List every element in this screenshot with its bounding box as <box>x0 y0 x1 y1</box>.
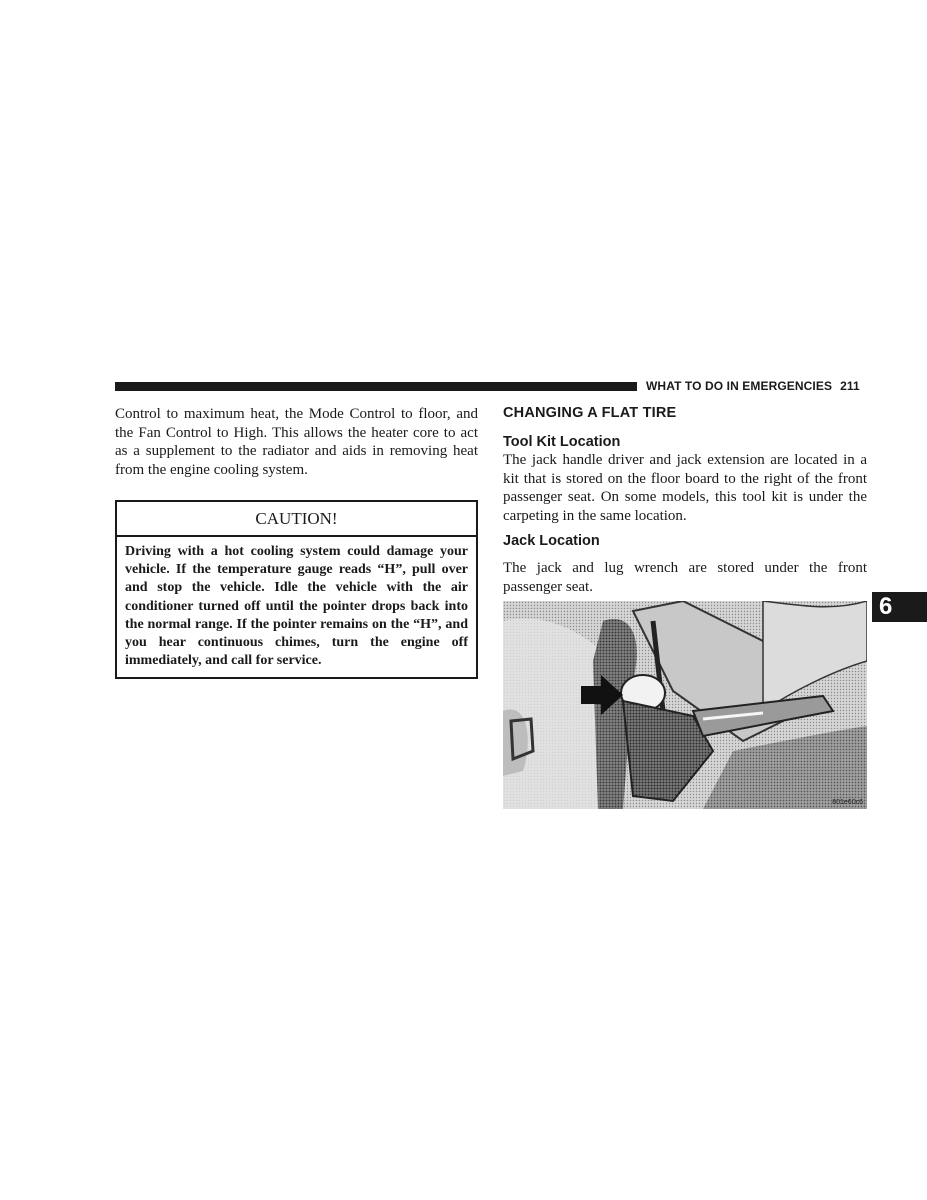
page-number: 211 <box>840 379 860 393</box>
tool-kit-text: The jack handle driver and jack extension are located in a kit that is stored on the floor board to the right of the front passenger seat. On some models, this tool kit is under the carpeting in the same location. <box>503 452 867 524</box>
running-header <box>646 379 866 393</box>
header-rule <box>115 382 637 391</box>
section-heading: CHANGING A FLAT TIRE <box>503 405 677 421</box>
right-column <box>503 405 867 596</box>
left-column <box>115 405 478 479</box>
image-code: 801e60c6 <box>832 799 863 806</box>
caution-title: CAUTION! <box>117 502 476 537</box>
continuation-paragraph: Control to maximum heat, the Mode Control to floor, and the Fan Control to High. This allows the heater core to act as a supplement to the radiator and aids in removing heat from the engine cooling system. <box>115 406 478 478</box>
caution-box <box>115 500 478 679</box>
tool-kit-heading: Tool Kit Location <box>503 434 621 450</box>
jack-heading: Jack Location <box>503 533 600 549</box>
section-title: WHAT TO DO IN EMERGENCIES <box>646 379 833 393</box>
chapter-tab: 6 <box>872 592 927 622</box>
caution-text: Driving with a hot cooling system could damage your vehicle. If the temperature gauge reads “H”, pull over and stop the vehicle. Idle the vehicle with the air conditioner turned off until the pointer drops back into the normal range. If the pointer remains on the “H”, and you hear continuous chimes, turn the engine off immediately, and call for service. <box>125 544 468 669</box>
jack-location-photo <box>503 601 867 809</box>
jack-text: The jack and lug wrench are stored under the front passenger seat. <box>503 560 867 595</box>
jack-location-illustration <box>503 601 867 809</box>
